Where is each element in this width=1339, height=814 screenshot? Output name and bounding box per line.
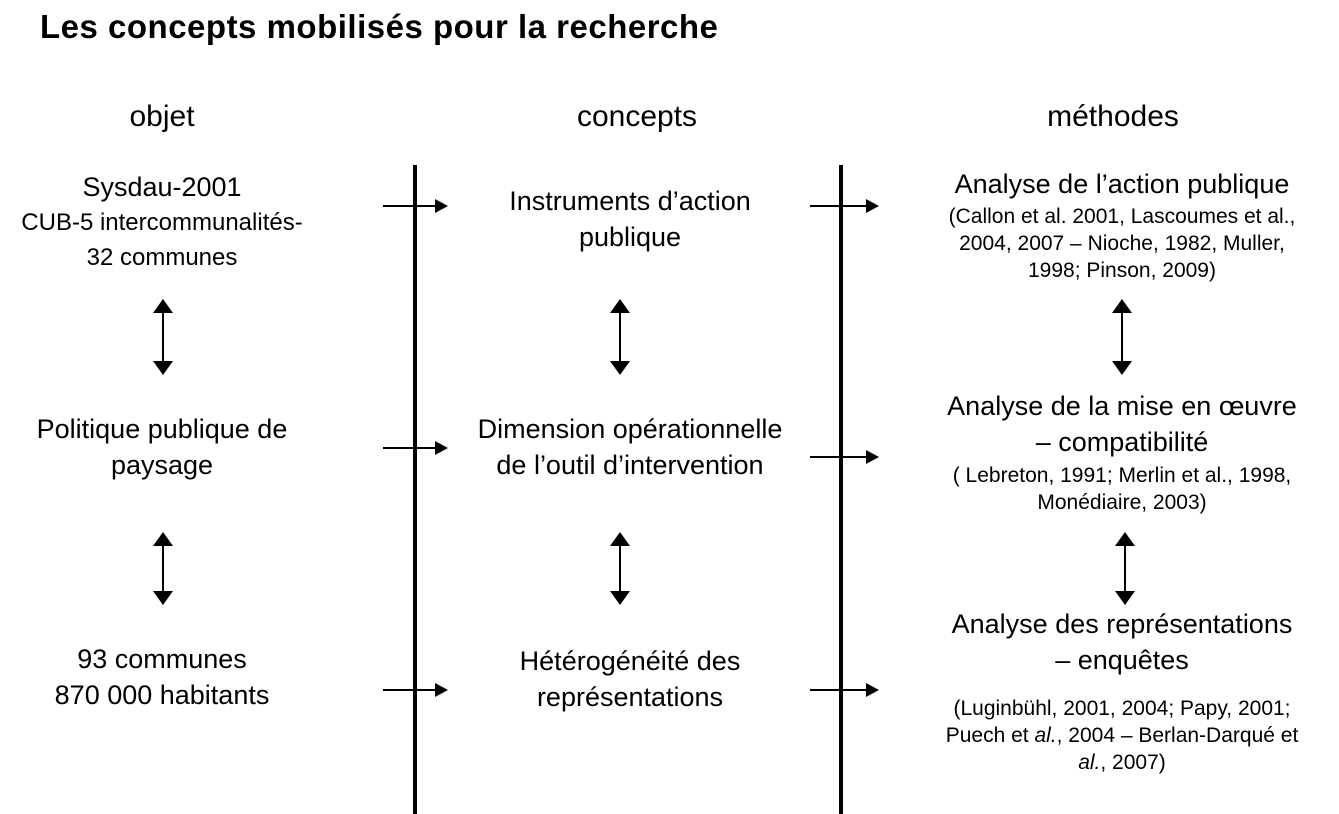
double-arrow-methode-rows2-3 (1124, 545, 1126, 592)
methode-title-row2 (892, 388, 1339, 460)
column-header-concepts: concepts (576, 100, 698, 133)
arrow-concept-to-methode-row1 (810, 205, 866, 207)
text-line: Politique publique de (36, 414, 288, 444)
citation-text-italic: al. (1034, 724, 1057, 747)
citation-line: ( Lebreton, 1991; Merlin et al., 1998, (952, 464, 1292, 487)
text-line: Hétérogénéité des (519, 646, 741, 676)
arrow-objet-to-concept-row2 (383, 447, 435, 449)
text-line: 870 000 habitants (54, 680, 270, 710)
divider-line-objet-concepts (413, 165, 417, 814)
text-line: Instruments d’action (509, 186, 751, 216)
text-line: de l’outil d’intervention (496, 450, 764, 480)
arrow-objet-to-concept-row1 (383, 205, 435, 207)
concept-box-row2 (430, 411, 830, 483)
text-line: publique (578, 222, 682, 252)
arrow-objet-to-concept-row3 (383, 689, 435, 691)
double-arrow-objet-rows1-2 (162, 312, 164, 362)
text-line: représentations (536, 682, 724, 712)
text-line: paysage (110, 450, 214, 480)
citation-text: , 2004 – Berlan-Darqué et (1056, 724, 1299, 747)
citation-line: 2004, 2007 – Nioche, 1982, Muller, (959, 232, 1285, 255)
text-line: – enquêtes (1055, 645, 1189, 675)
citation-line: (Luginbühl, 2001, 2004; Papy, 2001; (953, 697, 1291, 720)
methode-citation-row3 (892, 695, 1339, 776)
column-header-objet: objet (129, 100, 195, 133)
concept-box-row1 (430, 183, 830, 255)
citation-line (892, 749, 1339, 776)
arrow-concept-to-methode-row2 (810, 456, 866, 458)
text-line: Analyse des représentations (951, 609, 1293, 639)
methode-citation-row1 (892, 203, 1339, 284)
methode-title-row3 (892, 606, 1339, 678)
objet-box-row3 (0, 641, 332, 713)
arrow-concept-to-methode-row3 (810, 689, 866, 691)
text-line: 93 communes (77, 644, 247, 674)
citation-line: 1998; Pinson, 2009) (1028, 259, 1216, 282)
divider-line-concepts-methodes (839, 165, 843, 814)
text-line: Analyse de l’action publique (954, 169, 1290, 199)
methode-citation-row2 (892, 462, 1339, 516)
citation-line (892, 722, 1339, 749)
objet-box-row1 (0, 170, 332, 275)
double-arrow-objet-rows2-3 (162, 545, 164, 592)
citation-line: (Callon et al. 2001, Lascoumes et al., (948, 205, 1296, 228)
methode-title-row1 (892, 166, 1339, 202)
citation-line: Monédiaire, 2003) (1037, 491, 1207, 514)
text-line: Dimension opérationnelle (477, 414, 783, 444)
text-line: Sysdau-2001 (82, 172, 242, 202)
citation-text: , 2007) (1100, 751, 1166, 774)
double-arrow-methode-rows1-2 (1121, 312, 1123, 362)
text-line: CUB-5 intercommunalités- (21, 209, 303, 236)
column-header-methodes: méthodes (1047, 100, 1179, 133)
citation-text: Puech et (945, 724, 1035, 747)
double-arrow-concept-rows2-3 (619, 545, 621, 592)
double-arrow-concept-rows1-2 (619, 312, 621, 362)
text-line: 32 communes (86, 244, 238, 271)
concept-box-row3 (430, 643, 830, 715)
diagram-title: Les concepts mobilisés pour la recherche (40, 8, 719, 45)
citation-text-italic: al. (1078, 751, 1101, 774)
text-line: Analyse de la mise en œuvre (947, 391, 1297, 421)
objet-box-row2 (0, 411, 332, 483)
text-line: – compatibilité (1035, 427, 1209, 457)
